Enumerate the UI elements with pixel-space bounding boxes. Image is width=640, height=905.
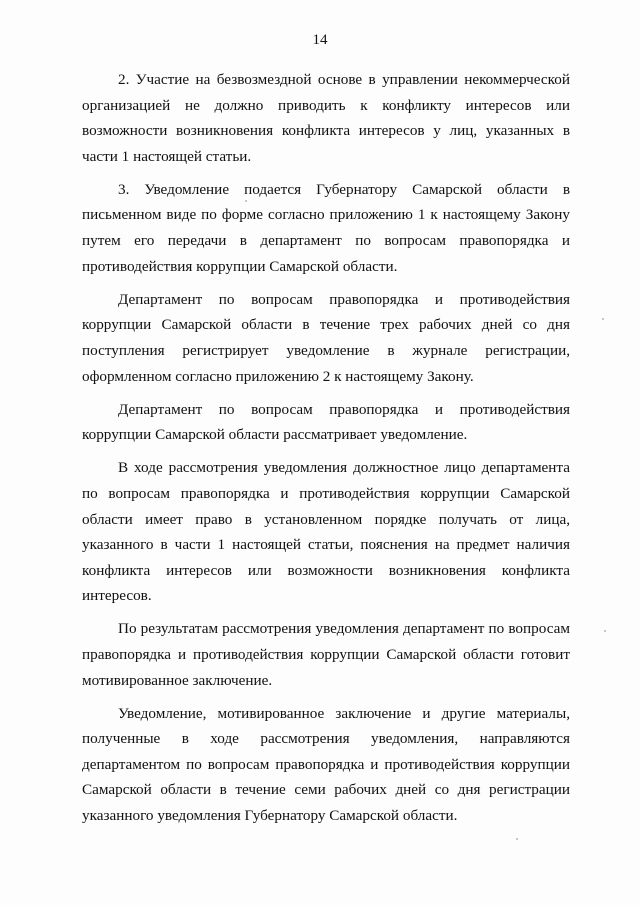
page-number: 14 — [312, 32, 328, 48]
paragraph-5: В ходе рассмотрения уведомления должностное лицо департамента по вопросам правопорядка и противодействия коррупции Самарской области имеет право в установленном порядке получать от лица, указанного в части 1 настоящей статьи, пояснения на предмет наличия конфликта интересов или возможности возникновения конфликта интересов. — [82, 459, 570, 605]
paragraph-6: По результатам рассмотрения уведомления департамент по вопросам правопорядка и противодействия коррупции Самарской области готовит мотивированное заключение. — [82, 620, 570, 689]
paragraph-4: Департамент по вопросам правопорядка и противодействия коррупции Самарской области рассматривает уведомление. — [82, 400, 570, 444]
scan-speck — [516, 838, 518, 840]
document-body — [82, 67, 570, 836]
paragraph-1: 2. Участие на безвозмездной основе в управлении некоммерческой организацией не должно приводить к конфликту интересов или возможности возникновения конфликта интересов у лиц, указанных в части 1 настоящей статьи. — [82, 71, 570, 165]
paragraph-7: Уведомление, мотивированное заключение и другие материалы, полученные в ходе рассмотрения уведомления, направляются департаментом по вопросам правопорядка и противодействия коррупции Самарской области в течение семи рабочих дней со дня регистрации указанного уведомления Губернатору Самарской области. — [82, 704, 570, 825]
paragraph-2: 3. Уведомление подается Губернатору Самарской области в письменном виде по форме согласно приложению 1 к настоящему Закону путем его передачи в департамент по вопросам правопорядка и противодействия коррупции Самарской области. — [82, 180, 570, 275]
scan-speck — [602, 318, 604, 320]
scan-speck — [245, 200, 247, 202]
scan-speck — [604, 630, 606, 632]
paragraph-3: Департамент по вопросам правопорядка и противодействия коррупции Самарской области в течение трех рабочих дней со дня поступления регистрирует уведомление в журнале регистрации, оформленном согласно приложению 2 к настоящему Закону. — [82, 290, 570, 385]
